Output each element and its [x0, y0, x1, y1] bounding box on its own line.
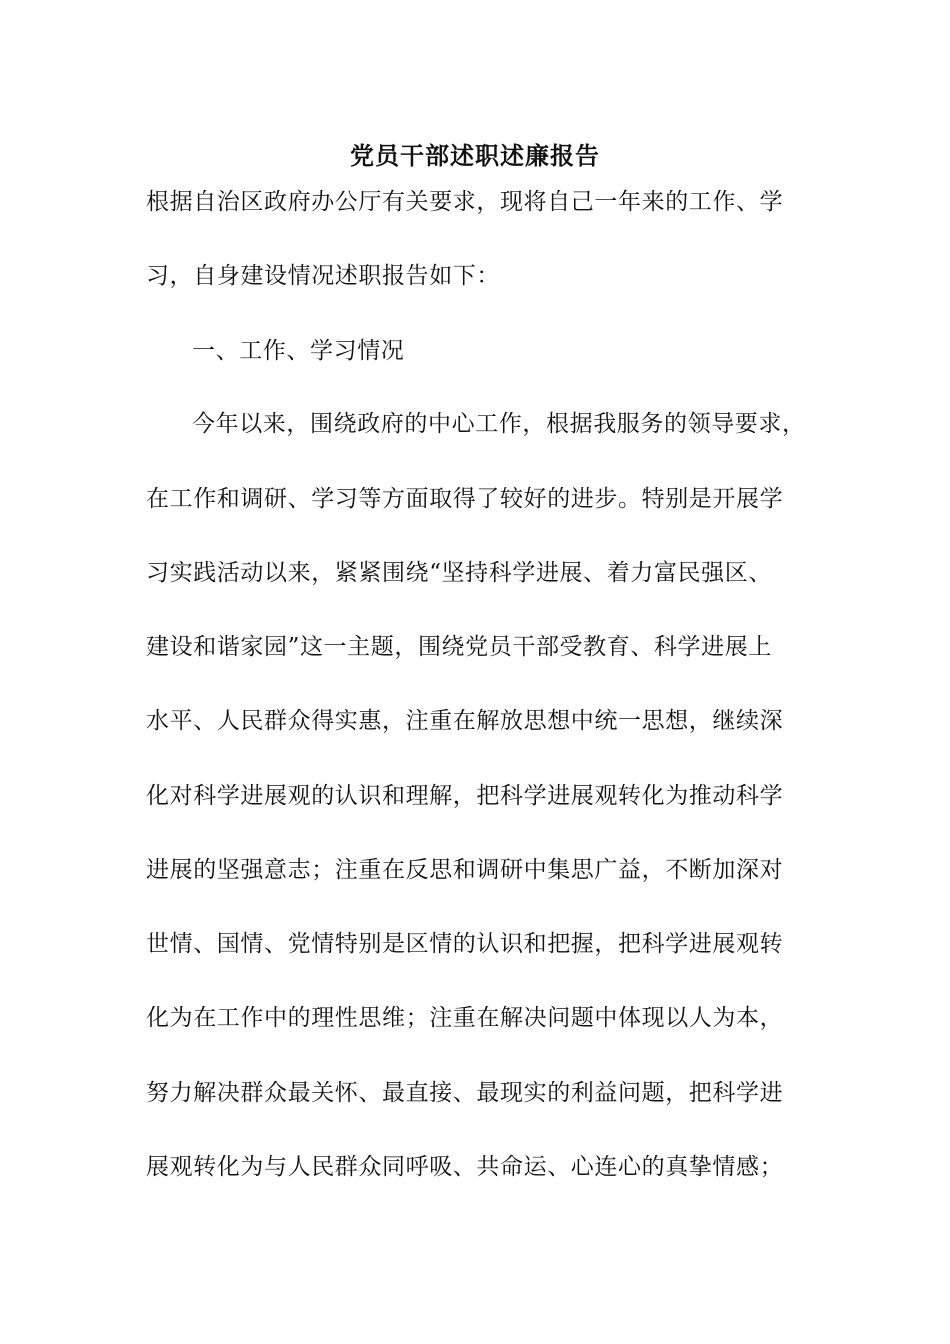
text-line-4: 在工作和调研、学习等方面取得了较好的进步。特别是开展学	[146, 486, 784, 512]
text-line-6: 建设和谐家园”这一主题，围绕党员干部受教育、科学进展上	[146, 634, 772, 660]
text-line-5: 习实践活动以来，紧紧围绕“坚持科学进展、着力富民强区、	[146, 560, 772, 586]
text-line-9: 进展的坚强意志；注重在反思和调研中集思广益，不断加深对	[146, 857, 784, 883]
text-line-12: 努力解决群众最关怀、最直接、最现实的利益问题，把科学进	[146, 1080, 784, 1106]
text-line-1: 根据自治区政府办公厅有关要求，现将自己一年来的工作、学	[146, 189, 784, 215]
document-title: 党员干部述职述廉报告	[350, 141, 600, 170]
text-line-11: 化为在工作中的理性思维；注重在解决问题中体现以人为本，	[146, 1005, 784, 1031]
text-line-10: 世情、国情、党情特别是区情的认识和把握，把科学进展观转	[146, 931, 784, 957]
text-line-8: 化对科学进展观的认识和理解，把科学进展观转化为推动科学	[146, 783, 784, 809]
section-heading: 一、工作、学习情况	[192, 338, 405, 364]
text-line-2: 习，自身建设情况述职报告如下：	[146, 263, 500, 289]
text-line-3: 今年以来，围绕政府的中心工作，根据我服务的领导要求，	[192, 411, 806, 437]
text-line-13: 展观转化为与人民群众同呼吸、共命运、心连心的真挚情感；	[146, 1154, 784, 1180]
text-line-7: 水平、人民群众得实惠，注重在解放思想中统一思想，继续深	[146, 708, 784, 734]
